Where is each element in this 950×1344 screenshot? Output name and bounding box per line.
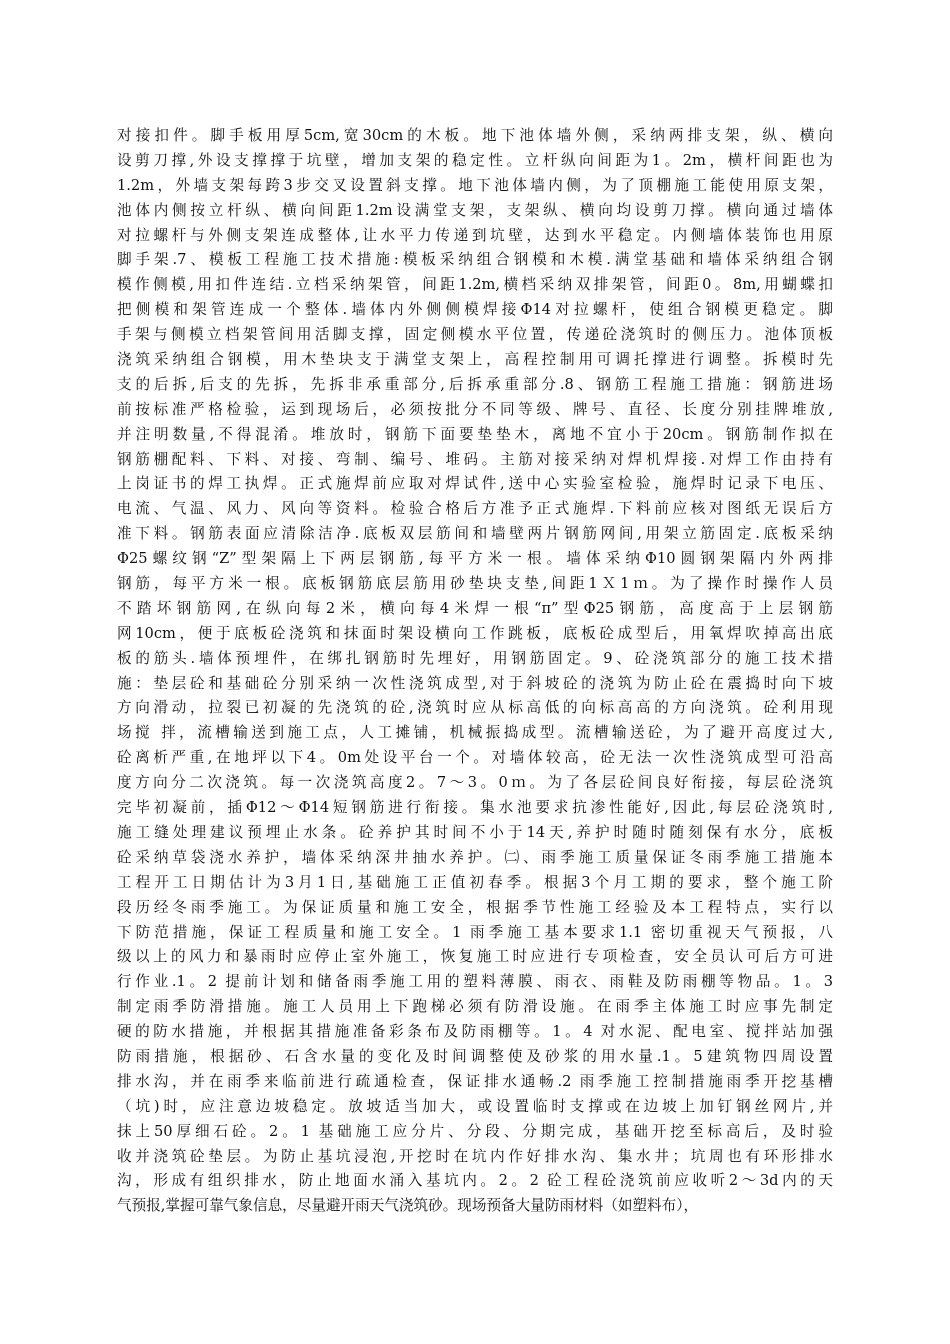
text-line: 级以上的风力和暴雨时应停止室外施工，恢复施工时应进行专项检查，安全员认可后方可进 <box>117 948 833 966</box>
text-line: Φ25螺纹钢“Z”型架隔上下两层钢筋,每平方米一根。墙体采纳Φ10圆钢架隔内外两排 <box>117 550 833 568</box>
text-line: 钢筋，每平方米一根。底板钢筋底层筋用砂垫块支垫,间距1Ｘ1ｍ。为了操作时操作人员 <box>117 575 833 593</box>
text-line: 准下料。钢筋表面应清除洁净.底板双层筋间和墙壁两片钢筋网间,用架立筋固定.底板采纳 <box>117 525 833 543</box>
text-line: 行作业.1。2 提前计划和储备雨季施工用的塑料薄膜、雨衣、雨鞋及防雨棚等物品。1。3 <box>117 973 833 991</box>
text-line: 不踏坏钢筋网,在纵向每2米，横向每4米焊一根“π”型Φ25钢筋，高度高于上层钢筋 <box>117 599 833 617</box>
text-line: 抹上50厚细石砼。2。1 基础施工应分片、分段、分期完成，基础开挖至标高后，及时验 <box>117 1122 833 1140</box>
text-line: 砼离析严重,在地坪以下4。0m处设平台一个。对墙体较高，砼无法一次性浇筑成型可沿高 <box>117 749 833 767</box>
text-line: 气预报,掌握可靠气象信息，尽量避开雨天气浇筑砂。现场预备大量防雨材料（如塑料布）， <box>117 1197 699 1215</box>
text-line: （坑)时，应注意边坡稳定。放坡适当加大，或设置临时支撑或在边坡上加钉钢丝网片,并 <box>117 1097 833 1115</box>
text-line: 施工缝处理建议预埋止水条。砼养护其时间不小于14天,养护时随时随刻保有水分，底板 <box>117 823 833 841</box>
body-text <box>117 124 833 1219</box>
text-line: 对拉螺杆与外侧支架连成整体,让水平力传递到坑壁，达到水平稳定。内侧墙体装饰也用原 <box>117 226 833 244</box>
text-line: 制定雨季防滑措施。施工人员用上下跑梯必须有防滑设施。在雨季主体施工时应事先制定 <box>117 998 833 1016</box>
text-line: 板的筋头.墙体预埋件，在绑扎钢筋时先埋好，用钢筋固定。9、砼浇筑部分的施工技术措 <box>117 649 833 667</box>
text-line: 浇筑采纳组合钢模，用木垫块支于满堂支架上，高程控制用可调托撑进行调整。拆模时先 <box>117 351 833 369</box>
text-line: 排水沟，并在雨季来临前进行疏通检查，保证排水通畅.2 雨季施工控制措施雨季开挖基槽 <box>117 1072 833 1090</box>
text-line: 工程开工日期估计为3月1日,基础施工正值初春季。根据3个月工期的要求，整个施工阶 <box>117 873 833 891</box>
text-line: 下防范措施，保证工程质量和施工安全。1 雨季施工基本要求1.1 密切重视天气预报，八 <box>117 923 833 941</box>
text-line: 手架与侧模立档架管间用活脚支撑，固定侧模水平位置，传递砼浇筑时的侧压力。池体顶板 <box>117 326 833 344</box>
text-line: 网10cm，便于底板砼浇筑和抹面时架设横向工作跳板，底板砼成型后，用氧焊吹掉高出底 <box>117 624 833 642</box>
text-line: 完毕初凝前，插Φ12～Φ14短钢筋进行衔接。集水池要求抗渗性能好,因此,每层砼浇筑时, <box>117 799 833 817</box>
text-line: 防雨措施，根据砂、石含水量的变化及时间调整使及砂浆的用水量.1。5建筑物四周设置 <box>117 1047 833 1065</box>
text-line: 度方向分二次浇筑。每一次浇筑高度2。7～3。0ｍ。为了各层砼间良好衔接，每层砼浇筑 <box>117 774 833 792</box>
text-line: 支的后拆,后支的先拆，先拆非承重部分,后拆承重部分.8、钢筋工程施工措施：钢筋进场 <box>117 375 833 393</box>
text-line: 沟，形成有组织排水，防止地面水涌入基坑内。2。2 砼工程砼浇筑前应收听2～3d内的天 <box>117 1172 833 1190</box>
text-line: 施：垫层砼和基础砼分别采纳一次性浇筑成型,对于斜坡砼的浇筑为防止砼在震捣时向下坡 <box>117 674 833 692</box>
text-line: 对接扣件。脚手板用厚5cm,宽30cm的木板。地下池体墙外侧，采纳两排支架，纵、横向 <box>117 127 833 144</box>
text-line: 收并浇筑砼垫层。为防止基坑浸泡,开挖时在坑内作好排水沟、集水井；坑周也有环形排水 <box>117 1147 833 1165</box>
text-line: 模作侧模,用扣件连结.立档采纳架管，间距1.2m,横档采纳双排架管，间距0。8m,用蝴蝶扣 <box>117 276 833 294</box>
text-line: 设剪刀撑,外设支撑撑于坑壁，增加支架的稳定性。立杆纵向间距为1。2m，横杆间距也为 <box>117 151 833 169</box>
text-line: 1.2m，外墙支架每跨3步交叉设置斜支撑。地下池体墙内侧，为了顶棚施工能使用原支架， <box>117 176 833 194</box>
text-line: 方向滑动，拉裂已初凝的先浇筑的砼,浇筑时应从标高低的向标高高的方向浇筑。砼利用现 <box>117 699 833 717</box>
text-line: 钢筋棚配料、下料、对接、弯制、编号、堆码。主筋对接采纳对焊机焊接.对焊工作由持有 <box>117 450 833 468</box>
text-line: 把侧模和架管连成一个整体.墙体内外侧侧模焊接Φ14对拉螺杆，使组合钢模更稳定。脚 <box>117 301 833 319</box>
text-line: 前按标准严格检验，运到现场后，必须按批分不同等级、牌号、直径、长度分别挂牌堆放, <box>117 400 833 418</box>
text-line: 上岗证书的焊工执焊。正式施焊前应取对焊试件,送中心实验室检验，施焊时记录下电压、 <box>117 475 833 493</box>
text-line: 脚手架.7、模板工程施工技术措施:模板采纳组合钢模和木模.满堂基础和墙体采纳组合钢 <box>117 251 833 269</box>
text-line: 场搅 拌，流槽输送到施工点，人工摊铺，机械振捣成型。流槽输送砼，为了避开高度过大, <box>117 724 833 742</box>
text-line: 电流、气温、风力、风向等资料。检验合格后方准予正式施焊.下料前应核对图纸无误后方 <box>117 500 833 518</box>
text-line: 并注明数量,不得混淆。堆放时，钢筋下面要垫垫木，离地不宜小于20cm。钢筋制作拟在 <box>117 425 833 443</box>
text-line: 砼采纳草袋浇水养护，墙体采纳深井抽水养护。㈡、雨季施工质量保证冬雨季施工措施本 <box>117 848 833 866</box>
text-line: 池体内侧按立杆纵、横向间距1.2m设满堂支架，支架纵、横向均设剪刀撑。横向通过墙体 <box>117 201 833 219</box>
text-line: 段历经冬雨季施工。为保证质量和施工安全，根据季节性施工经验及本工程特点，实行以 <box>117 898 833 916</box>
text-line: 硬的防水措施，并根据其措施准备彩条布及防雨棚等。1。4 对水泥、配电室、搅拌站加强 <box>117 1023 833 1041</box>
